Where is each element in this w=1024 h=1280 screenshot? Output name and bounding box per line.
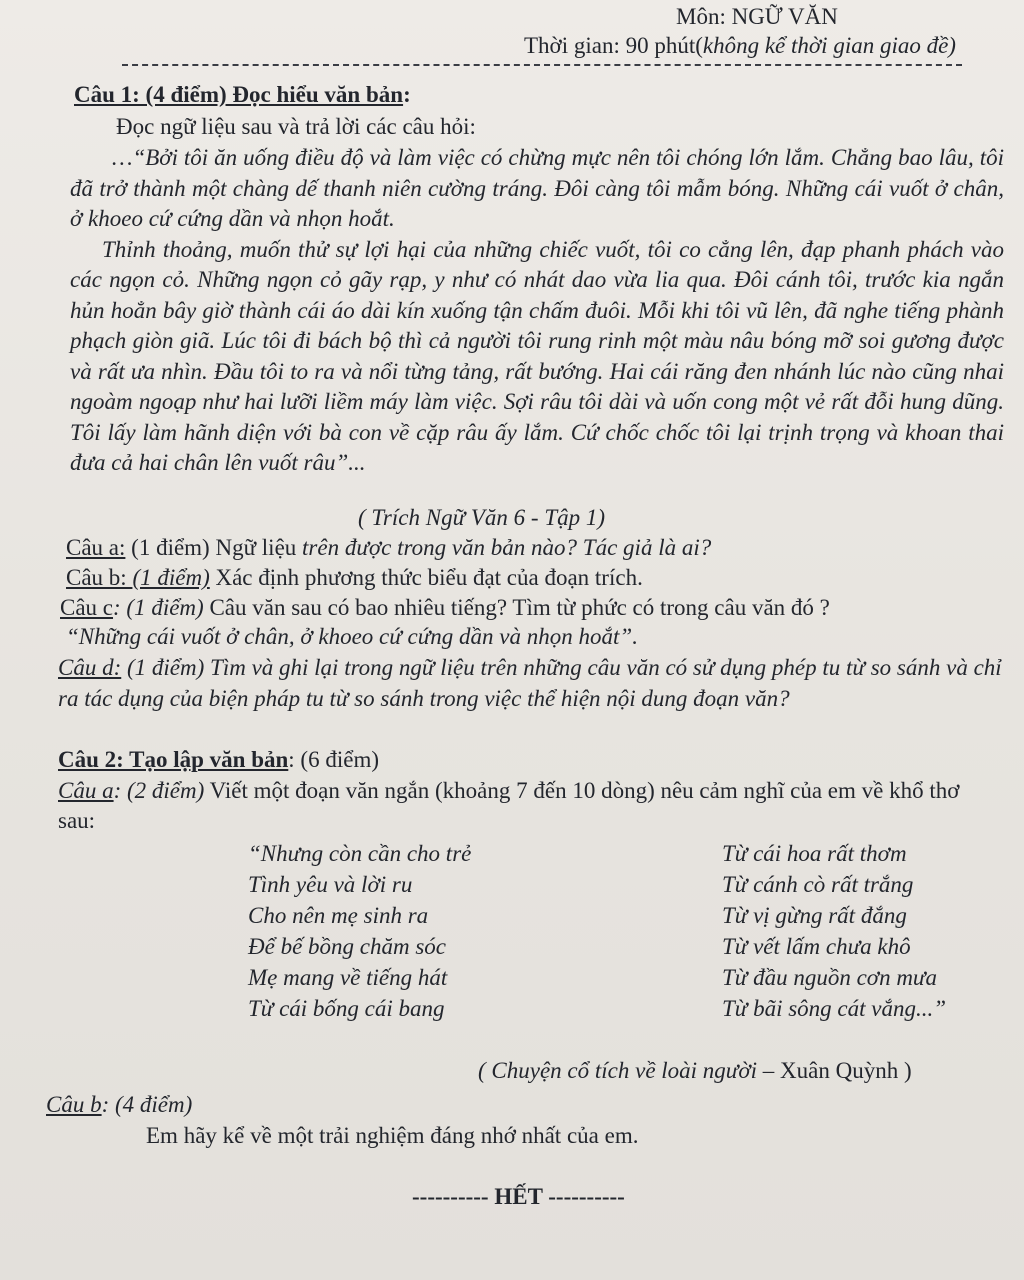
q2-title-text: Câu 2: Tạo lập văn bản (58, 747, 289, 772)
q2a-text: Viết một đoạn văn ngắn (khoảng 7 đến 10 dòng) nêu cảm nghĩ của em về khổ thơ sau: (58, 778, 960, 833)
poem-line: Mẹ mang về tiếng hát (248, 965, 448, 990)
poem-line: “Nhưng còn cần cho trẻ (248, 841, 472, 866)
q1b-text: Xác định phương thức biểu đạt của đoạn trích. (209, 565, 643, 590)
q1c-label: Câu c (60, 595, 114, 620)
poem-line: Tình yêu và lời ru (248, 872, 413, 897)
poem-line: Từ đầu nguồn cơn mưa (722, 965, 937, 990)
q1-title-colon: : (403, 82, 411, 107)
q1c (60, 593, 830, 623)
q2-points: : (6 điểm) (288, 747, 379, 772)
poem-right-column (722, 838, 946, 1024)
end-marker: ---------- HẾT ---------- (412, 1184, 625, 1209)
time-label: Thời gian: 90 phút( (524, 33, 703, 58)
passage-paragraph-1: …“Bởi tôi ăn uống điều độ và làm việc có chừng mực nên tôi chóng lớn lắm. Chẳng bao lâu, tôi đã trở thành một chàng dế thanh niên cường tráng. Đôi càng tôi mẫm bóng. Những cái vuốt ở chân, ở khoeo cứ cứng dần và nhọn hoắt. (70, 145, 1004, 231)
q1-instruction: Đọc ngữ liệu sau và trả lời các câu hỏi: (116, 114, 476, 139)
q2b-text: Em hãy kể về một trải nghiệm đáng nhớ nhất của em. (146, 1123, 639, 1148)
q1d-text: (1 điểm) Tìm và ghi lại trong ngữ liệu trên những câu văn có sử dụng phép tu từ so sánh và chỉ ra tác dụng của biện pháp tu từ so sánh trong việc thể hiện nội dung đoạn văn? (58, 655, 1002, 711)
q1-title-text: Câu 1: (4 điểm) Đọc hiểu văn bản (74, 82, 404, 107)
q2a-points: : (2 điểm) (113, 778, 205, 803)
poem-line: Từ bãi sông cát vắng...” (722, 996, 947, 1021)
q1d (58, 653, 1002, 714)
subject-line (676, 2, 838, 32)
poem-line: Từ cái bống cái bang (248, 996, 445, 1021)
poem-line: Cho nên mẹ sinh ra (248, 903, 429, 928)
time-note: không kể thời gian giao đề) (702, 33, 956, 58)
header-divider (122, 64, 962, 66)
q2b (46, 1090, 192, 1120)
poem-left-column (248, 838, 471, 1024)
q1a (66, 533, 711, 563)
poem-source (478, 1056, 912, 1086)
passage-source: ( Trích Ngữ Văn 6 - Tập 1) (358, 505, 606, 530)
q1c-text: Câu văn sau có bao nhiêu tiếng? Tìm từ phức có trong câu văn đó ? (203, 595, 830, 620)
poem-source-author: – Xuân Quỳnh ) (757, 1058, 912, 1083)
q2b-points: : (4 điểm) (101, 1092, 193, 1117)
q1b-label: Câu b: (66, 565, 133, 590)
poem-line: Để bế bồng chăm sóc (248, 934, 447, 959)
q1d-label: Câu d: (58, 655, 122, 680)
poem-line: Từ vết lấm chưa khô (722, 934, 911, 959)
q1c-quote: “Những cái vuốt ở chân, ở khoeo cứ cứng dần và nhọn hoắt”. (66, 624, 638, 649)
q1b-points: (1 điểm) (132, 565, 210, 590)
q1b (66, 563, 643, 593)
q1c-points: : (1 điểm) (113, 595, 204, 620)
passage (70, 143, 1004, 479)
q1-title (74, 80, 411, 110)
q1a-text: trên được trong văn bản nào? Tác giả là ai? (302, 535, 712, 560)
passage-paragraph-2: Thỉnh thoảng, muốn thử sự lợi hại của những chiếc vuốt, tôi co cẳng lên, đạp phanh phách vào các ngọn cỏ. Những ngọn cỏ gãy rạp, y như có nhát dao vừa lia qua. Đôi cánh tôi, trước kia ngắn hủn hoẳn bây giờ thành cái áo dài kín xuống tận chấm đuôi. Mỗi khi tôi vũ lên, đã nghe tiếng phành phạch giòn giã. Lúc tôi đi bách bộ thì cả người tôi rung rinh một màu nâu bóng mỡ soi gương được và rất ưa nhìn. Đầu tôi to ra và nổi từng tảng, rất bướng. Hai cái răng đen nhánh lúc nào cũng nhai ngoàm ngoạp như hai lưỡi liềm máy làm việc. Sợi râu tôi dài và uốn cong một vẻ rất đỗi hung dũng. Tôi lấy làm hãnh diện với bà con về cặp râu ấy lắm. Cứ chốc chốc tôi lại trịnh trọng và khoan thai đưa cả hai chân lên vuốt râu”... (70, 236, 1004, 475)
subject-text: Môn: NGỮ VĂN (676, 4, 838, 29)
q2a-label: Câu a (58, 778, 114, 803)
poem-line: Từ vị gừng rất đắng (722, 903, 907, 928)
q2-title (58, 745, 379, 775)
time-line (524, 31, 956, 61)
q2b-label: Câu b (46, 1092, 102, 1117)
q1a-points: (1 điểm) Ngữ liệu (125, 535, 303, 560)
poem-source-title: ( Chuyện cổ tích về loài người (478, 1058, 758, 1083)
q1a-label: Câu a: (66, 535, 126, 560)
poem-line: Từ cái hoa rất thơm (722, 841, 907, 866)
q2a (58, 776, 1002, 836)
poem-line: Từ cánh cò rất trắng (722, 872, 914, 897)
